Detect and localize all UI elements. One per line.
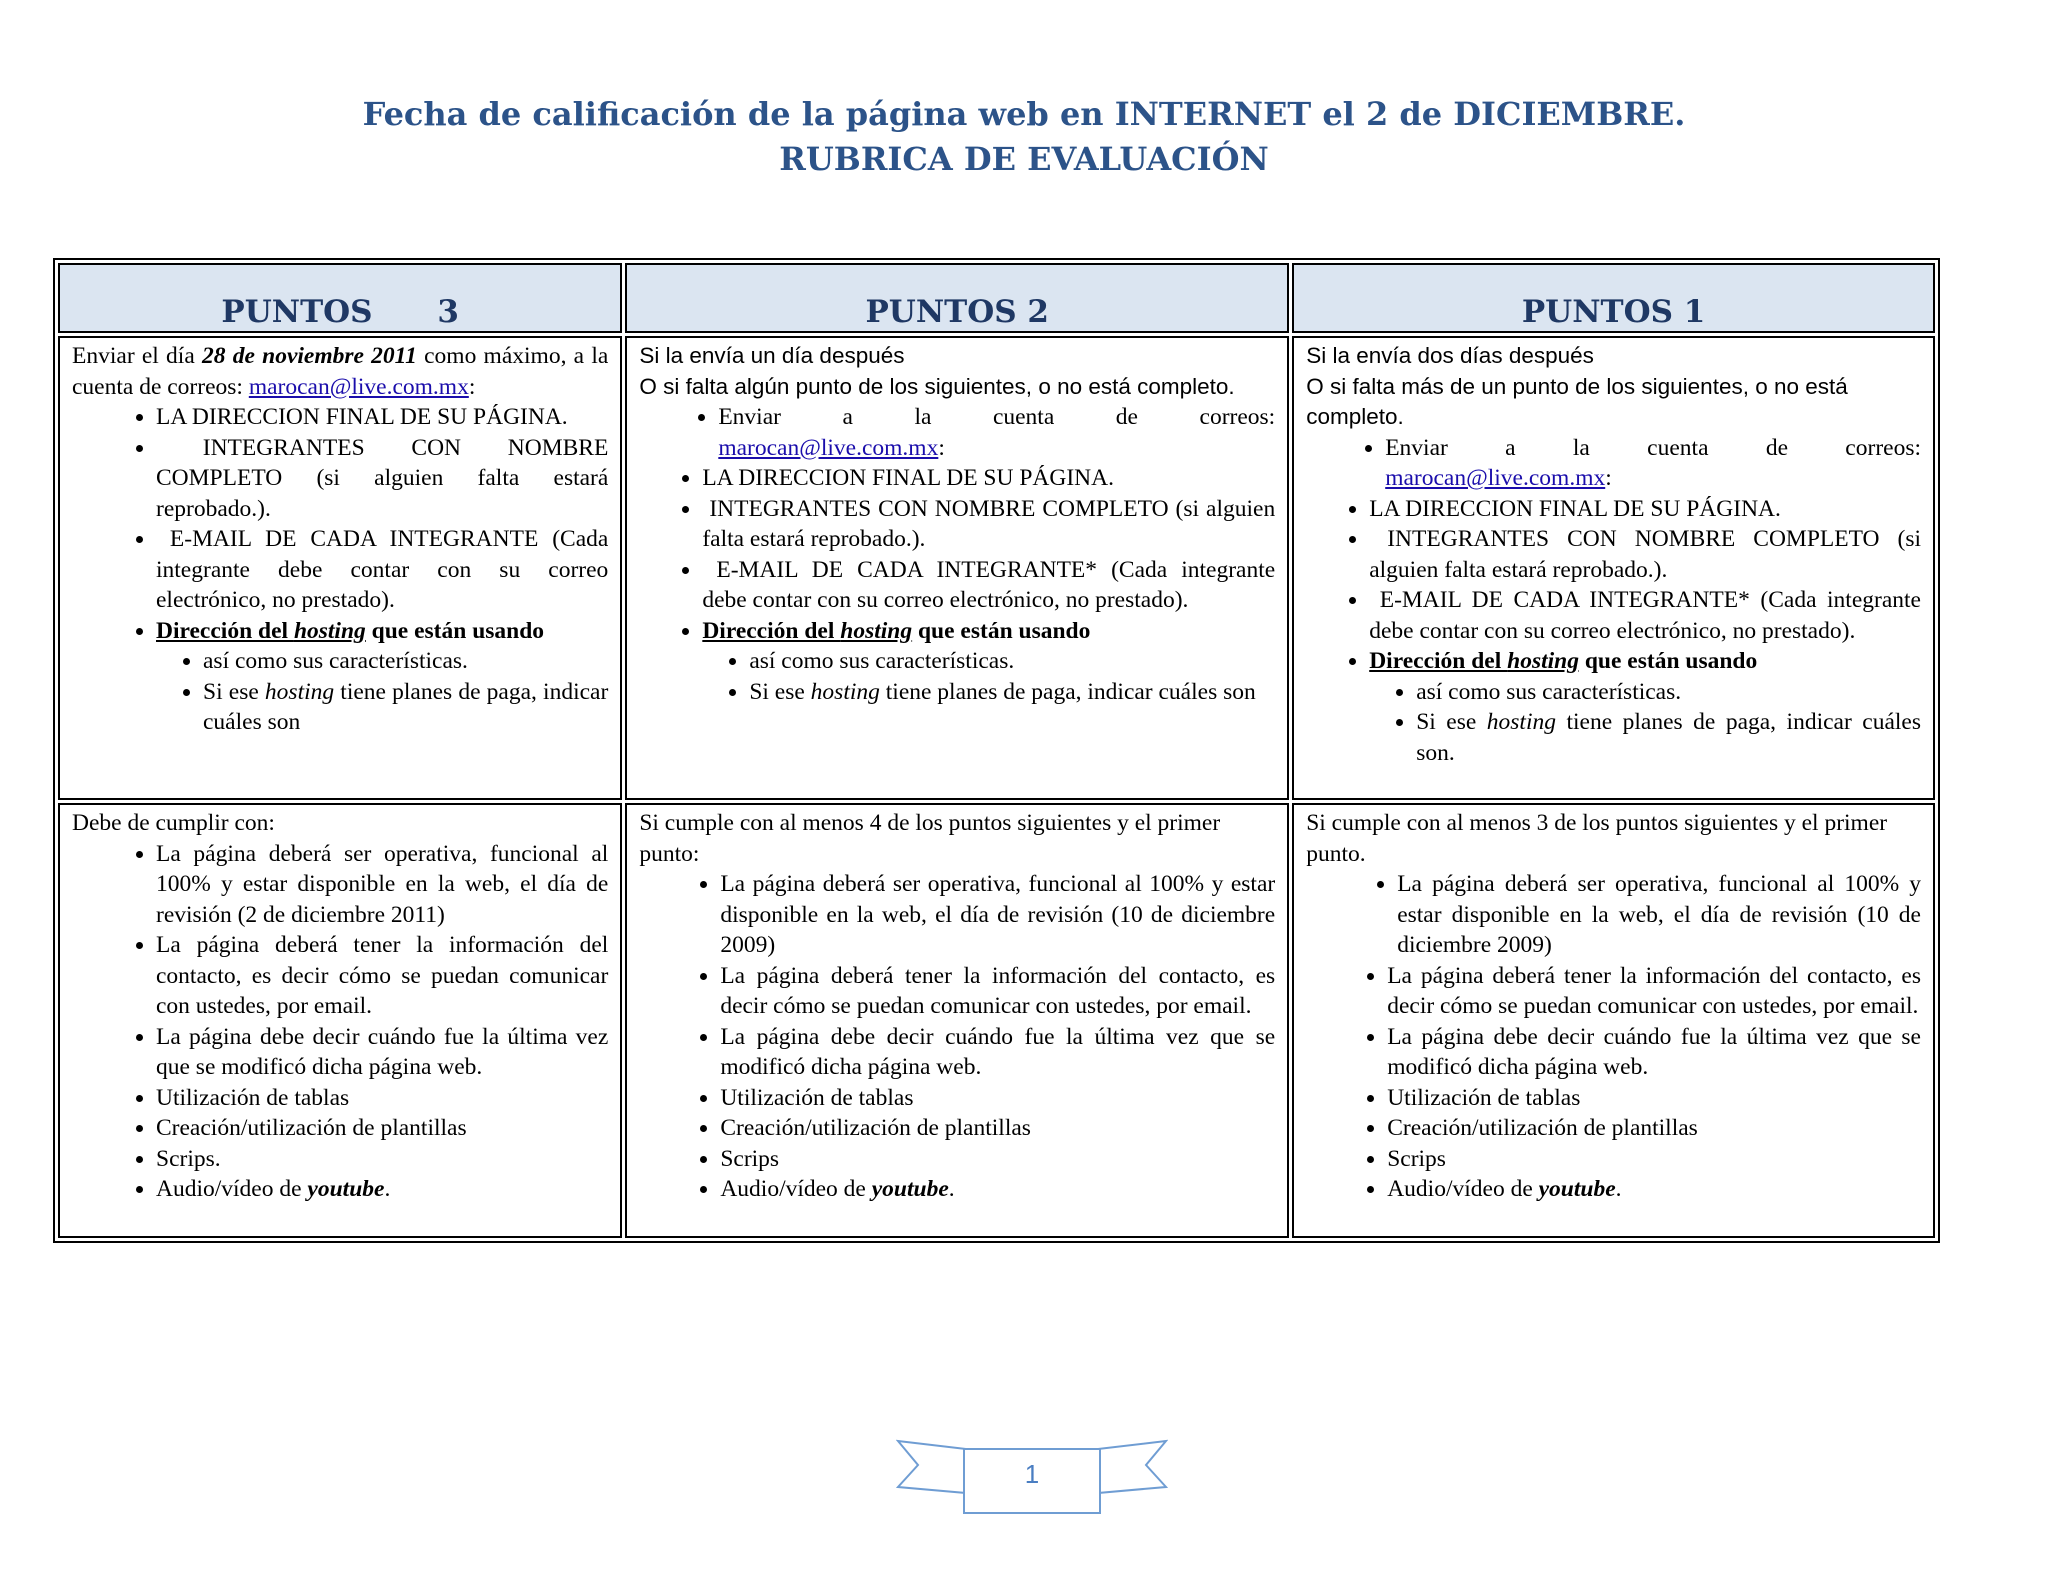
list-item: • LA DIRECCION FINAL DE SU PÁGINA. <box>156 402 608 433</box>
email-link[interactable]: marocan@live.com.mx <box>718 434 939 461</box>
cell-contenido-puntos-2 <box>625 803 1289 1238</box>
header-puntos-3: PUNTOS 3 <box>58 263 622 333</box>
list-item: • Audio/vídeo de youtube. <box>156 1174 608 1205</box>
list-item: • Utilización de tablas <box>720 1083 1275 1114</box>
list-item: • LA DIRECCION FINAL DE SU PÁGINA. <box>702 463 1275 494</box>
hosting-sublist <box>156 646 608 738</box>
email-link[interactable]: marocan@live.com.mx <box>1385 465 1606 491</box>
list-item: • INTEGRANTES CON NOMBRE COMPLETO (si alguien falta estará reprobado.). <box>702 494 1275 555</box>
rubric-row-contenido <box>58 803 1935 1238</box>
list-item: • Enviar a la cuenta de correos: <box>718 402 1275 433</box>
list-item: • Scrips <box>1387 1144 1921 1175</box>
requirements-list <box>1306 869 1921 1205</box>
list-item: • Creación/utilización de plantillas <box>1387 1113 1921 1144</box>
list-item: • La página deberá ser operativa, funcional al 100% y estar disponible en la web, el día de revisión (2 de diciembre 2011) <box>156 839 608 931</box>
page-title <box>0 92 2048 182</box>
cell-entrega-puntos-2 <box>625 336 1289 800</box>
cell-entrega-puntos-1 <box>1292 336 1935 800</box>
requirements-list <box>72 402 608 738</box>
list-item: • Creación/utilización de plantillas <box>156 1113 608 1144</box>
list-item: • Si ese hosting tiene planes de paga, indicar cuáles son <box>749 677 1275 708</box>
cell-intro: Si cumple con al menos 4 de los puntos siguientes y el primer punto: <box>639 810 1221 867</box>
hosting-sublist <box>702 646 1275 707</box>
list-item: • La página deberá tener la información del contacto, es decir cómo se puedan comunicar con ustedes, por email. <box>720 961 1275 1022</box>
list-item: • La página deberá ser operativa, funcional al 100% y estar disponible en la web, el día de revisión (10 de diciembre 2009) <box>1397 869 1921 961</box>
cell-intro: Si cumple con al menos 3 de los puntos siguientes y el primer punto. <box>1306 810 1888 867</box>
email-link[interactable]: marocan@live.com.mx <box>248 373 469 400</box>
list-item: • E-MAIL DE CADA INTEGRANTE (Cada integrante debe contar con su correo electrónico, no prestado). <box>156 524 608 616</box>
requirements-list <box>72 839 608 1205</box>
list-item: • Utilización de tablas <box>156 1083 608 1114</box>
cell-contenido-puntos-1 <box>1292 803 1935 1238</box>
cell-contenido-puntos-3 <box>58 803 622 1238</box>
email-line: marocan@live.com.mx: <box>1385 465 1612 491</box>
deadline-date: 28 de noviembre 2011 <box>202 343 417 369</box>
cell-intro: Enviar el día 28 de noviembre 2011 como máximo, a la cuenta de correos: marocan@live.com.mx: <box>72 343 609 400</box>
email-line: marocan@live.com.mx: <box>718 434 945 461</box>
header-puntos-1: PUNTOS 1 <box>1292 263 1935 333</box>
list-item: • INTEGRANTES CON NOMBRE COMPLETO (si alguien falta estará reprobado.). <box>156 433 608 525</box>
cell-intro-line-2: O si falta más de un punto de los siguientes, o no está completo. <box>1306 373 1848 429</box>
list-item: • Dirección del hosting que están usando • así como sus características. • Si ese hosting tiene planes de paga, indicar cuáles son <box>156 616 608 738</box>
list-item: • así como sus características. <box>203 646 608 677</box>
list-item: • E-MAIL DE CADA INTEGRANTE* (Cada integrante debe contar con su correo electrónico, no prestado). <box>1369 585 1921 646</box>
page-number: 1 <box>1024 1459 1040 1489</box>
requirements-list <box>639 402 1275 707</box>
cell-intro-line-1: Si la envía un día después <box>639 343 905 368</box>
list-item: • así como sus características. <box>1416 677 1921 708</box>
list-item: • La página deberá tener la información del contacto, es decir cómo se puedan comunicar con ustedes, por email. <box>156 930 608 1022</box>
title-line-1: Fecha de calificación de la página web en INTERNET el 2 de DICIEMBRE. <box>362 95 1686 133</box>
list-item: • Creación/utilización de plantillas <box>720 1113 1275 1144</box>
header-row <box>58 263 1935 333</box>
list-item: • Dirección del hosting que están usando • así como sus características. • Si ese hosting tiene planes de paga, indicar cuáles son. <box>1369 646 1921 768</box>
rubric-row-entrega <box>58 336 1935 800</box>
list-item: • Enviar a la cuenta de correos: <box>1385 433 1921 464</box>
list-item: • Scrips. <box>156 1144 608 1175</box>
list-item: • Si ese hosting tiene planes de paga, indicar cuáles son <box>203 677 608 738</box>
list-item: • Si ese hosting tiene planes de paga, indicar cuáles son. <box>1416 707 1921 768</box>
list-item: • Utilización de tablas <box>1387 1083 1921 1114</box>
list-item: • Audio/vídeo de youtube. <box>720 1174 1275 1205</box>
list-item: • Scrips <box>720 1144 1275 1175</box>
list-item: • La página debe decir cuándo fue la última vez que se modificó dicha página web. <box>1387 1022 1921 1083</box>
list-item: • INTEGRANTES CON NOMBRE COMPLETO (si alguien falta estará reprobado.). <box>1369 524 1921 585</box>
page-number-ribbon <box>896 1437 1168 1517</box>
list-item: • La página deberá tener la información del contacto, es decir cómo se puedan comunicar con ustedes, por email. <box>1387 961 1921 1022</box>
cell-entrega-puntos-3 <box>58 336 622 800</box>
list-item: • La página debe decir cuándo fue la última vez que se modificó dicha página web. <box>156 1022 608 1083</box>
list-item: • La página debe decir cuándo fue la última vez que se modificó dicha página web. <box>720 1022 1275 1083</box>
requirements-list <box>639 869 1275 1205</box>
list-item: • Dirección del hosting que están usando • así como sus características. • Si ese hosting tiene planes de paga, indicar cuáles son <box>702 616 1275 708</box>
rubric-table <box>53 258 1940 1243</box>
header-puntos-2: PUNTOS 2 <box>625 263 1289 333</box>
cell-intro: Debe de cumplir con: <box>72 810 275 836</box>
list-item: • La página deberá ser operativa, funcional al 100% y estar disponible en la web, el día de revisión (10 de diciembre 2009) <box>720 869 1275 961</box>
list-item: • Audio/vídeo de youtube. <box>1387 1174 1921 1205</box>
requirements-list <box>1306 433 1921 769</box>
list-item: • LA DIRECCION FINAL DE SU PÁGINA. <box>1369 494 1921 525</box>
list-item: • así como sus características. <box>749 646 1275 677</box>
hosting-sublist <box>1369 677 1921 769</box>
cell-intro-line-1: Si la envía dos días después <box>1306 343 1594 368</box>
title-line-2: RUBRICA DE EVALUACIÓN <box>779 140 1269 178</box>
cell-intro-line-2: O si falta algún punto de los siguientes, o no está completo. <box>639 373 1235 399</box>
list-item: • E-MAIL DE CADA INTEGRANTE* (Cada integrante debe contar con su correo electrónico, no prestado). <box>702 555 1275 616</box>
